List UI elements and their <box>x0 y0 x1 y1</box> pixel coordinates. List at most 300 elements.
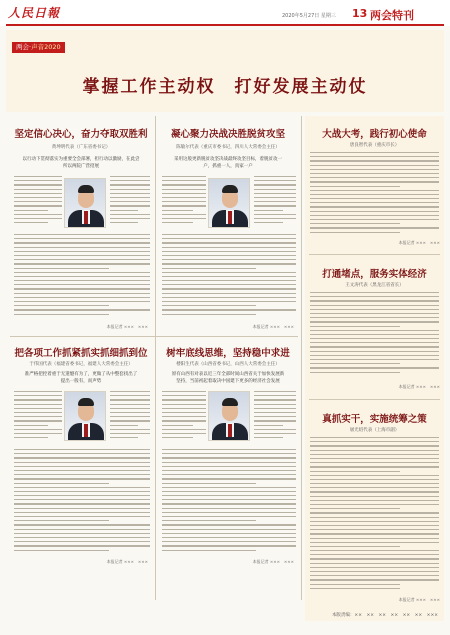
body-text-line <box>162 437 193 438</box>
body-text-line <box>310 194 439 195</box>
article-byline: 陈敏尔代表（重庆市委书记，四川人大常委会主任） <box>176 145 280 150</box>
body-text-line <box>162 508 296 509</box>
body-text-line <box>14 201 62 202</box>
body-text-line <box>14 550 109 551</box>
body-text-line <box>14 205 62 206</box>
column-divider <box>301 116 302 600</box>
body-text-line <box>14 520 109 521</box>
masthead <box>0 0 450 26</box>
portrait-photo <box>64 391 106 441</box>
body-text-line <box>162 280 296 281</box>
body-text-line <box>110 201 150 202</box>
body-text-line <box>162 499 296 500</box>
body-text-line <box>14 189 62 190</box>
body-text-line <box>310 512 439 513</box>
right-column <box>305 116 444 621</box>
body-text-line <box>110 193 150 194</box>
body-text-line <box>110 437 138 438</box>
body-text-line <box>254 437 283 438</box>
body-text-line <box>14 214 62 215</box>
body-text-line <box>310 173 439 174</box>
article-lead-line: 以行动下贯彻落实为重要全会部署，担行动以激励，在此尝 <box>22 157 140 162</box>
body-text-line <box>162 550 256 551</box>
body-text-line <box>310 330 439 331</box>
body-text-line <box>14 251 150 252</box>
body-text-line <box>14 470 150 471</box>
body-text-line <box>162 297 296 298</box>
body-text-line <box>162 503 296 504</box>
body-text-line <box>162 537 296 538</box>
body-text-line <box>14 263 150 264</box>
article-6 <box>305 256 444 396</box>
body-text-line <box>162 263 296 264</box>
body-text-line <box>310 500 439 501</box>
body-text-line <box>14 437 48 438</box>
body-text-line <box>310 181 439 182</box>
column-divider <box>155 116 156 600</box>
article-body <box>310 152 439 236</box>
row-divider <box>309 254 440 255</box>
body-text-line <box>110 395 150 396</box>
body-text-line <box>310 554 439 555</box>
body-text-line <box>14 297 150 298</box>
body-text-line <box>110 391 150 392</box>
portrait-photo <box>208 391 250 441</box>
body-text-line <box>310 454 439 455</box>
body-text-line <box>110 197 150 198</box>
body-text-line <box>14 293 150 294</box>
body-text-line <box>14 495 150 496</box>
body-text-line <box>310 309 439 310</box>
body-text-line <box>162 533 296 534</box>
body-text-line <box>14 487 150 488</box>
body-text-line <box>110 176 150 177</box>
editor-credit: 本版责编：×× ×× ×× ×× ×× ×× ××× <box>331 613 438 618</box>
body-text-line <box>14 284 150 285</box>
body-text-line <box>310 471 400 472</box>
body-text-line <box>162 524 296 525</box>
body-text-line <box>310 223 400 224</box>
article-1 <box>10 118 152 333</box>
body-text-line <box>254 176 296 177</box>
page-headline: 掌握工作主动权 打好发展主动仗 <box>82 77 368 97</box>
body-text-line <box>14 503 150 504</box>
body-text-line <box>254 184 296 185</box>
body-text-line <box>14 301 150 302</box>
body-text-line <box>14 420 62 421</box>
body-text-line <box>310 483 439 484</box>
body-text-line <box>310 342 439 343</box>
body-text-line <box>310 508 400 509</box>
body-text-line <box>110 420 150 421</box>
article-title: 坚定信心决心，奋力夺取双胜利 <box>14 129 148 140</box>
body-text-line <box>310 198 439 199</box>
body-text-line <box>14 222 48 223</box>
body-text-line <box>162 487 296 488</box>
body-text-line <box>162 272 296 273</box>
body-text-line <box>162 483 256 484</box>
body-text-line <box>310 579 439 580</box>
body-text-line <box>110 416 150 417</box>
article-byline: 王文涛代表（黑龙江省省长） <box>345 283 404 288</box>
body-text-line <box>14 508 150 509</box>
body-text-line <box>14 545 150 546</box>
body-text-line <box>310 558 439 559</box>
body-text-line <box>14 483 109 484</box>
body-text-line <box>162 495 296 496</box>
body-text-line <box>162 404 206 405</box>
body-text-line <box>14 288 150 289</box>
body-text-line <box>162 453 296 454</box>
body-text-line <box>310 529 439 530</box>
body-text-line <box>14 404 62 405</box>
body-text-line <box>310 321 439 322</box>
body-text-line <box>14 462 150 463</box>
body-text-line <box>162 491 296 492</box>
body-text-line <box>310 206 439 207</box>
row-divider <box>10 336 298 337</box>
body-text-line <box>14 255 150 256</box>
body-text-line <box>162 276 296 277</box>
body-text-line <box>310 550 439 551</box>
body-text-line <box>310 571 439 572</box>
body-text-line <box>14 449 150 450</box>
article-lead-line: 原有山西有对表以近三年全部时间山西省关于加快发展新 <box>171 372 285 377</box>
headline-banner <box>6 30 444 112</box>
body-text-line <box>14 491 150 492</box>
body-text-line <box>254 429 296 430</box>
body-text-line <box>162 512 296 513</box>
body-text-line <box>310 458 439 459</box>
body-text-line <box>110 189 150 190</box>
dateline: 2020年5月27日 星期三 <box>282 13 336 19</box>
article-body <box>162 391 206 441</box>
body-text-line <box>162 242 296 243</box>
body-text-line <box>310 186 400 187</box>
body-text-line <box>310 160 439 161</box>
body-text-line <box>110 404 150 405</box>
body-text-line <box>310 338 439 339</box>
article-3 <box>10 339 152 599</box>
article-signature: 本报记者 ××× ××× <box>398 240 440 245</box>
section-tag-main: 两会· <box>16 43 32 51</box>
body-text-line <box>310 346 439 347</box>
body-text-line <box>310 211 439 212</box>
article-body <box>310 437 439 592</box>
article-lead-line: 采用这般更新脱贫攻坚决战最终攻坚目标，着脱贫攻一 <box>174 157 282 162</box>
body-text-line <box>310 521 439 522</box>
body-text-line <box>14 395 62 396</box>
body-text-line <box>162 420 206 421</box>
body-text-line <box>254 391 296 392</box>
body-text-line <box>110 433 150 434</box>
body-text-line <box>310 491 439 492</box>
article-body <box>14 449 150 554</box>
body-text-line <box>14 391 62 392</box>
body-text-line <box>310 525 439 526</box>
body-text-line <box>254 416 296 417</box>
body-text-line <box>14 305 109 306</box>
body-text-line <box>110 408 150 409</box>
page-number: 13 <box>352 7 368 20</box>
body-text-line <box>110 218 150 219</box>
body-text-line <box>310 219 439 220</box>
body-text-line <box>310 292 439 293</box>
body-text-line <box>162 462 296 463</box>
article-body <box>310 292 439 376</box>
body-text-line <box>310 533 439 534</box>
article-body <box>14 176 62 226</box>
body-text-line <box>14 314 109 315</box>
body-text-line <box>162 545 296 546</box>
body-text-line <box>162 205 206 206</box>
body-text-line <box>14 429 62 430</box>
body-text-line <box>110 205 150 206</box>
body-text-line <box>310 313 439 314</box>
body-text-line <box>310 588 400 589</box>
body-text-line <box>162 247 296 248</box>
body-text-line <box>310 152 439 153</box>
article-lead-line: 户，抓重一人，真家一户 <box>203 164 253 169</box>
body-text-line <box>162 238 296 239</box>
body-text-line <box>14 180 62 181</box>
body-text-line <box>310 479 439 480</box>
body-text-line <box>14 529 150 530</box>
body-text-line <box>162 284 296 285</box>
article-lead-line: 所以两院广营招展 <box>63 164 99 169</box>
article-byline: 屠光绍代表（上海市副） <box>349 428 400 433</box>
body-text-line <box>14 193 62 194</box>
body-text-line <box>310 165 439 166</box>
body-text-line <box>162 408 206 409</box>
body-text-line <box>310 546 400 547</box>
body-text-line <box>162 197 206 198</box>
body-text-line <box>110 184 150 185</box>
article-body <box>254 391 296 441</box>
article-lead-line: 准严格把控着重于无遗憾有为了，更做了从中整套找出了 <box>24 372 138 377</box>
body-text-line <box>162 541 296 542</box>
body-text-line <box>310 441 439 442</box>
body-text-line <box>310 296 439 297</box>
page-footer <box>6 600 444 628</box>
article-byline: 楼阳生代表（山西省委书记，山西人大常委会主任） <box>176 362 280 367</box>
body-text-line <box>14 309 150 310</box>
body-text-line <box>310 232 400 233</box>
body-text-line <box>310 466 439 467</box>
body-text-line <box>310 575 439 576</box>
article-title: 真抓实干，实施统筹之策 <box>322 414 427 425</box>
body-text-line <box>14 272 150 273</box>
body-text-line <box>14 478 150 479</box>
portrait-photo <box>64 178 106 228</box>
body-text-line <box>110 210 138 211</box>
body-text-line <box>162 416 206 417</box>
masthead-rule <box>6 24 444 26</box>
article-4 <box>158 339 298 599</box>
body-text-line <box>162 214 206 215</box>
body-text-line <box>254 395 296 396</box>
body-text-line <box>254 408 296 409</box>
body-text-line <box>310 156 439 157</box>
body-text-line <box>254 222 283 223</box>
body-text-line <box>110 429 150 430</box>
body-text-line <box>14 512 150 513</box>
body-text-line <box>162 184 206 185</box>
article-body <box>162 449 296 554</box>
body-text-line <box>310 334 439 335</box>
body-text-line <box>162 314 256 315</box>
body-text-line <box>14 234 150 235</box>
body-text-line <box>162 234 296 235</box>
body-text-line <box>14 184 62 185</box>
body-text-line <box>110 425 138 426</box>
body-text-line <box>254 193 296 194</box>
article-title: 大战大考，践行初心使命 <box>322 129 427 140</box>
body-text-line <box>14 176 62 177</box>
body-text-line <box>110 222 138 223</box>
portrait-photo <box>208 178 250 228</box>
body-text-line <box>162 429 206 430</box>
body-text-line <box>14 466 150 467</box>
body-text-line <box>14 499 150 500</box>
article-body <box>14 234 150 318</box>
body-text-line <box>310 355 439 356</box>
body-text-line <box>162 478 296 479</box>
body-text-line <box>162 259 296 260</box>
article-title: 凝心聚力决战决胜脱贫攻坚 <box>170 129 285 140</box>
body-text-line <box>14 197 62 198</box>
body-text-line <box>310 563 439 564</box>
row-divider <box>309 399 440 400</box>
body-text-line <box>162 210 193 211</box>
body-text-line <box>310 367 439 368</box>
body-text-line <box>162 309 296 310</box>
body-text-line <box>254 218 296 219</box>
body-text-line <box>162 470 296 471</box>
body-text-line <box>162 529 296 530</box>
article-byline: 于伟国代表（福建省委书记，福建人大常委会主任） <box>29 362 133 367</box>
body-text-line <box>162 516 296 517</box>
body-text-line <box>110 412 150 413</box>
article-byline: 唐良智代表（重庆市长） <box>349 143 400 148</box>
body-text-line <box>14 474 150 475</box>
article-5 <box>305 116 444 252</box>
body-text-line <box>14 259 150 260</box>
body-text-line <box>14 541 150 542</box>
body-text-line <box>310 567 439 568</box>
body-text-line <box>162 449 296 450</box>
body-text-line <box>14 533 150 534</box>
body-text-line <box>310 317 439 318</box>
body-text-line <box>14 433 62 434</box>
body-text-line <box>162 301 296 302</box>
body-text-line <box>14 412 62 413</box>
article-body <box>110 176 150 226</box>
body-text-line <box>310 475 439 476</box>
body-text-line <box>162 293 296 294</box>
body-text-line <box>14 453 150 454</box>
article-signature: 本报记者 ××× ××× <box>398 384 440 389</box>
body-text-line <box>310 538 439 539</box>
section-tag-sub: 声音2020 <box>31 43 61 51</box>
body-text-line <box>310 437 439 438</box>
article-signature: 本报记者 ××× ××× <box>398 597 440 602</box>
body-text-line <box>254 425 283 426</box>
body-text-line <box>310 300 439 301</box>
body-text-line <box>310 202 439 203</box>
body-text-line <box>254 214 296 215</box>
body-text-line <box>310 359 439 360</box>
body-text-line <box>162 399 206 400</box>
body-text-line <box>14 218 62 219</box>
body-text-line <box>254 399 296 400</box>
body-text-line <box>310 487 439 488</box>
body-text-line <box>310 305 439 306</box>
body-text-line <box>310 227 439 228</box>
body-text-line <box>310 462 439 463</box>
body-text-line <box>162 180 206 181</box>
body-text-line <box>110 399 150 400</box>
body-text-line <box>162 189 206 190</box>
body-text-line <box>162 268 256 269</box>
body-text-line <box>162 412 206 413</box>
body-text-line <box>162 288 296 289</box>
body-text-line <box>310 351 439 352</box>
body-text-line <box>310 517 439 518</box>
body-text-line <box>14 537 150 538</box>
body-text-line <box>14 276 150 277</box>
body-text-line <box>254 420 296 421</box>
body-text-line <box>162 520 256 521</box>
body-text-line <box>254 412 296 413</box>
body-text-line <box>14 268 109 269</box>
body-text-line <box>162 474 296 475</box>
body-text-line <box>14 408 62 409</box>
article-signature: 本报记者 ××× ××× <box>252 559 294 564</box>
article-lead-line: 坚持，当前初起着取决中国建下更多的经济社会发展 <box>176 379 280 384</box>
article-7 <box>305 401 444 616</box>
body-text-line <box>14 416 62 417</box>
article-signature: 本报记者 ××× ××× <box>106 324 148 329</box>
body-text-line <box>254 197 296 198</box>
body-text-line <box>14 524 150 525</box>
body-text-line <box>310 215 439 216</box>
article-title: 打通堵点，服务实体经济 <box>322 269 427 280</box>
article-body <box>110 391 150 441</box>
body-text-line <box>254 433 296 434</box>
body-text-line <box>110 180 150 181</box>
body-text-line <box>310 326 400 327</box>
body-text-line <box>162 391 206 392</box>
article-body <box>14 391 62 441</box>
article-byline: 黄坤明代表（广东省委书记） <box>51 145 111 150</box>
article-2 <box>158 118 298 333</box>
body-text-line <box>310 496 439 497</box>
body-text-line <box>14 280 150 281</box>
body-text-line <box>254 189 296 190</box>
body-text-line <box>310 504 439 505</box>
body-text-line <box>162 222 193 223</box>
body-text-line <box>310 450 439 451</box>
body-text-line <box>14 425 48 426</box>
body-text-line <box>14 242 150 243</box>
article-signature: 本报记者 ××× ××× <box>252 324 294 329</box>
body-text-line <box>162 255 296 256</box>
body-text-line <box>162 201 206 202</box>
body-text-line <box>14 516 150 517</box>
body-text-line <box>162 176 206 177</box>
body-text-line <box>14 247 150 248</box>
